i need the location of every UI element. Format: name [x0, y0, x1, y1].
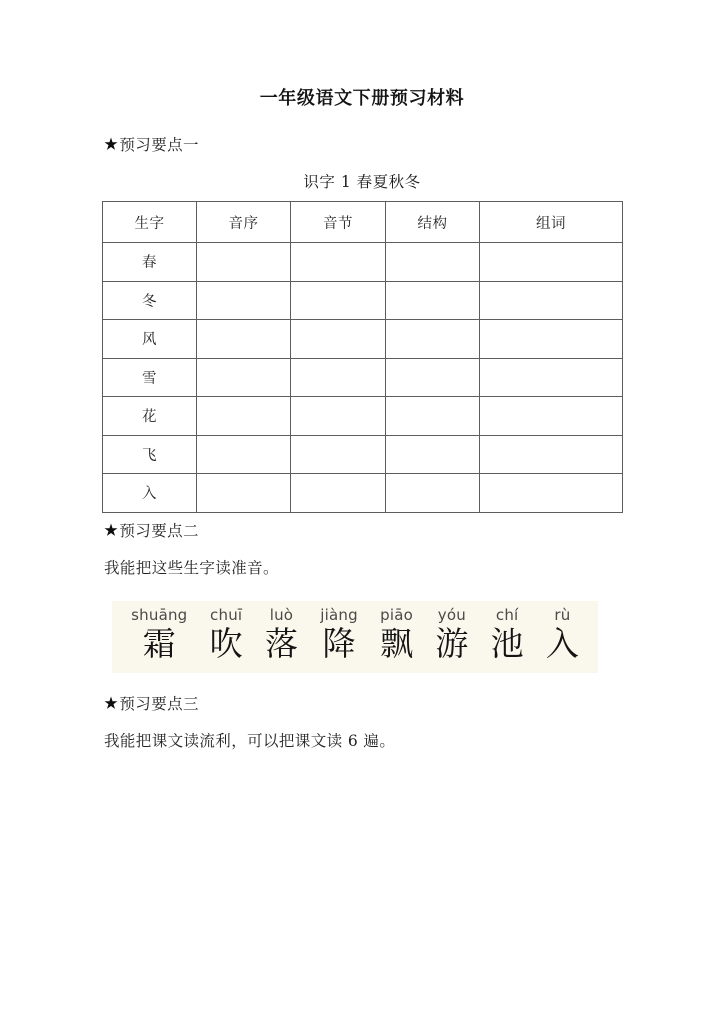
cell-zuci[interactable]: [480, 397, 623, 436]
cell-yinjie[interactable]: [291, 281, 386, 320]
pinyin-item: [120, 601, 199, 662]
table-header-row: [103, 202, 623, 243]
cell-character: 春: [103, 243, 197, 282]
pinyin-romanization: chí: [495, 606, 519, 624]
pinyin-romanization: yóu: [437, 606, 466, 624]
pinyin-character-strip: [112, 601, 598, 673]
cell-yinxu[interactable]: [197, 358, 291, 397]
cell-zuci[interactable]: [480, 358, 623, 397]
cell-jiegou[interactable]: [386, 435, 480, 474]
cell-yinjie[interactable]: [291, 243, 386, 282]
cell-yinxu[interactable]: [197, 243, 291, 282]
pinyin-item: [254, 601, 309, 662]
pinyin-item: [535, 601, 590, 662]
cell-yinjie[interactable]: [291, 397, 386, 436]
star-icon: ★: [104, 696, 119, 712]
table-row: [103, 358, 623, 397]
table-row: [103, 281, 623, 320]
column-header-shengzi: 生字: [103, 202, 197, 243]
cell-yinjie[interactable]: [291, 474, 386, 513]
cell-zuci[interactable]: [480, 281, 623, 320]
section-heading-two-label: 预习要点二: [119, 522, 199, 540]
cell-yinxu[interactable]: [197, 474, 291, 513]
cell-yinjie[interactable]: [291, 435, 386, 474]
cell-character: 入: [103, 474, 197, 513]
section-heading-two: [104, 519, 199, 541]
pinyin-item: [480, 601, 535, 662]
cell-yinjie[interactable]: [291, 320, 386, 359]
table-row: [103, 320, 623, 359]
section-heading-three: [104, 692, 199, 714]
pinyin-romanization: piāo: [380, 606, 413, 624]
pinyin-character: 霜: [142, 624, 176, 663]
section-heading-three-label: 预习要点三: [119, 695, 199, 713]
column-header-yinjie: 音节: [291, 202, 386, 243]
pinyin-romanization: rù: [554, 606, 571, 624]
table-row: [103, 474, 623, 513]
table-row: [103, 243, 623, 282]
pinyin-character: 落: [264, 624, 298, 663]
star-icon: ★: [104, 137, 119, 153]
star-icon: ★: [104, 523, 119, 539]
pinyin-character: 池: [490, 624, 524, 663]
pinyin-romanization: shuāng: [131, 606, 188, 624]
pinyin-romanization: luò: [269, 606, 294, 624]
cell-jiegou[interactable]: [386, 397, 480, 436]
cell-zuci[interactable]: [480, 320, 623, 359]
section-three-paragraph: 我能把课文读流利，可以把课文读 6 遍。: [104, 732, 396, 750]
cell-jiegou[interactable]: [386, 358, 480, 397]
pinyin-item: [199, 601, 254, 662]
cell-zuci[interactable]: [480, 435, 623, 474]
page-title: 一年级语文下册预习材料: [259, 88, 465, 109]
cell-yinxu[interactable]: [197, 397, 291, 436]
cell-character: 飞: [103, 435, 197, 474]
cell-yinxu[interactable]: [197, 435, 291, 474]
cell-zuci[interactable]: [480, 474, 623, 513]
section-heading-one-label: 预习要点一: [119, 136, 199, 154]
pinyin-character: 游: [435, 624, 469, 663]
column-header-jiegou: 结构: [386, 202, 480, 243]
cell-character: 雪: [103, 358, 197, 397]
pinyin-romanization: chuī: [210, 606, 243, 624]
pinyin-item: [309, 601, 369, 662]
vocab-table: [102, 201, 623, 513]
pinyin-item: [424, 601, 479, 662]
pinyin-romanization: jiàng: [320, 606, 358, 624]
cell-yinxu[interactable]: [197, 320, 291, 359]
column-header-yinxu: 音序: [197, 202, 291, 243]
cell-character: 花: [103, 397, 197, 436]
cell-jiegou[interactable]: [386, 281, 480, 320]
section-heading-one: [104, 133, 199, 155]
cell-character: 冬: [103, 281, 197, 320]
table-row: [103, 397, 623, 436]
pinyin-character: 降: [322, 624, 356, 663]
cell-jiegou[interactable]: [386, 243, 480, 282]
cell-yinjie[interactable]: [291, 358, 386, 397]
pinyin-item: [369, 601, 424, 662]
pinyin-character: 入: [545, 624, 579, 663]
table-row: [103, 435, 623, 474]
section-two-paragraph: 我能把这些生字读准音。: [104, 559, 279, 577]
column-header-zuci: 组词: [480, 202, 623, 243]
cell-jiegou[interactable]: [386, 320, 480, 359]
cell-jiegou[interactable]: [386, 474, 480, 513]
pinyin-character: 吹: [209, 624, 243, 663]
pinyin-character: 飘: [380, 624, 414, 663]
cell-yinxu[interactable]: [197, 281, 291, 320]
lesson-title: 识字 1 春夏秋冬: [303, 173, 421, 191]
cell-character: 风: [103, 320, 197, 359]
cell-zuci[interactable]: [480, 243, 623, 282]
